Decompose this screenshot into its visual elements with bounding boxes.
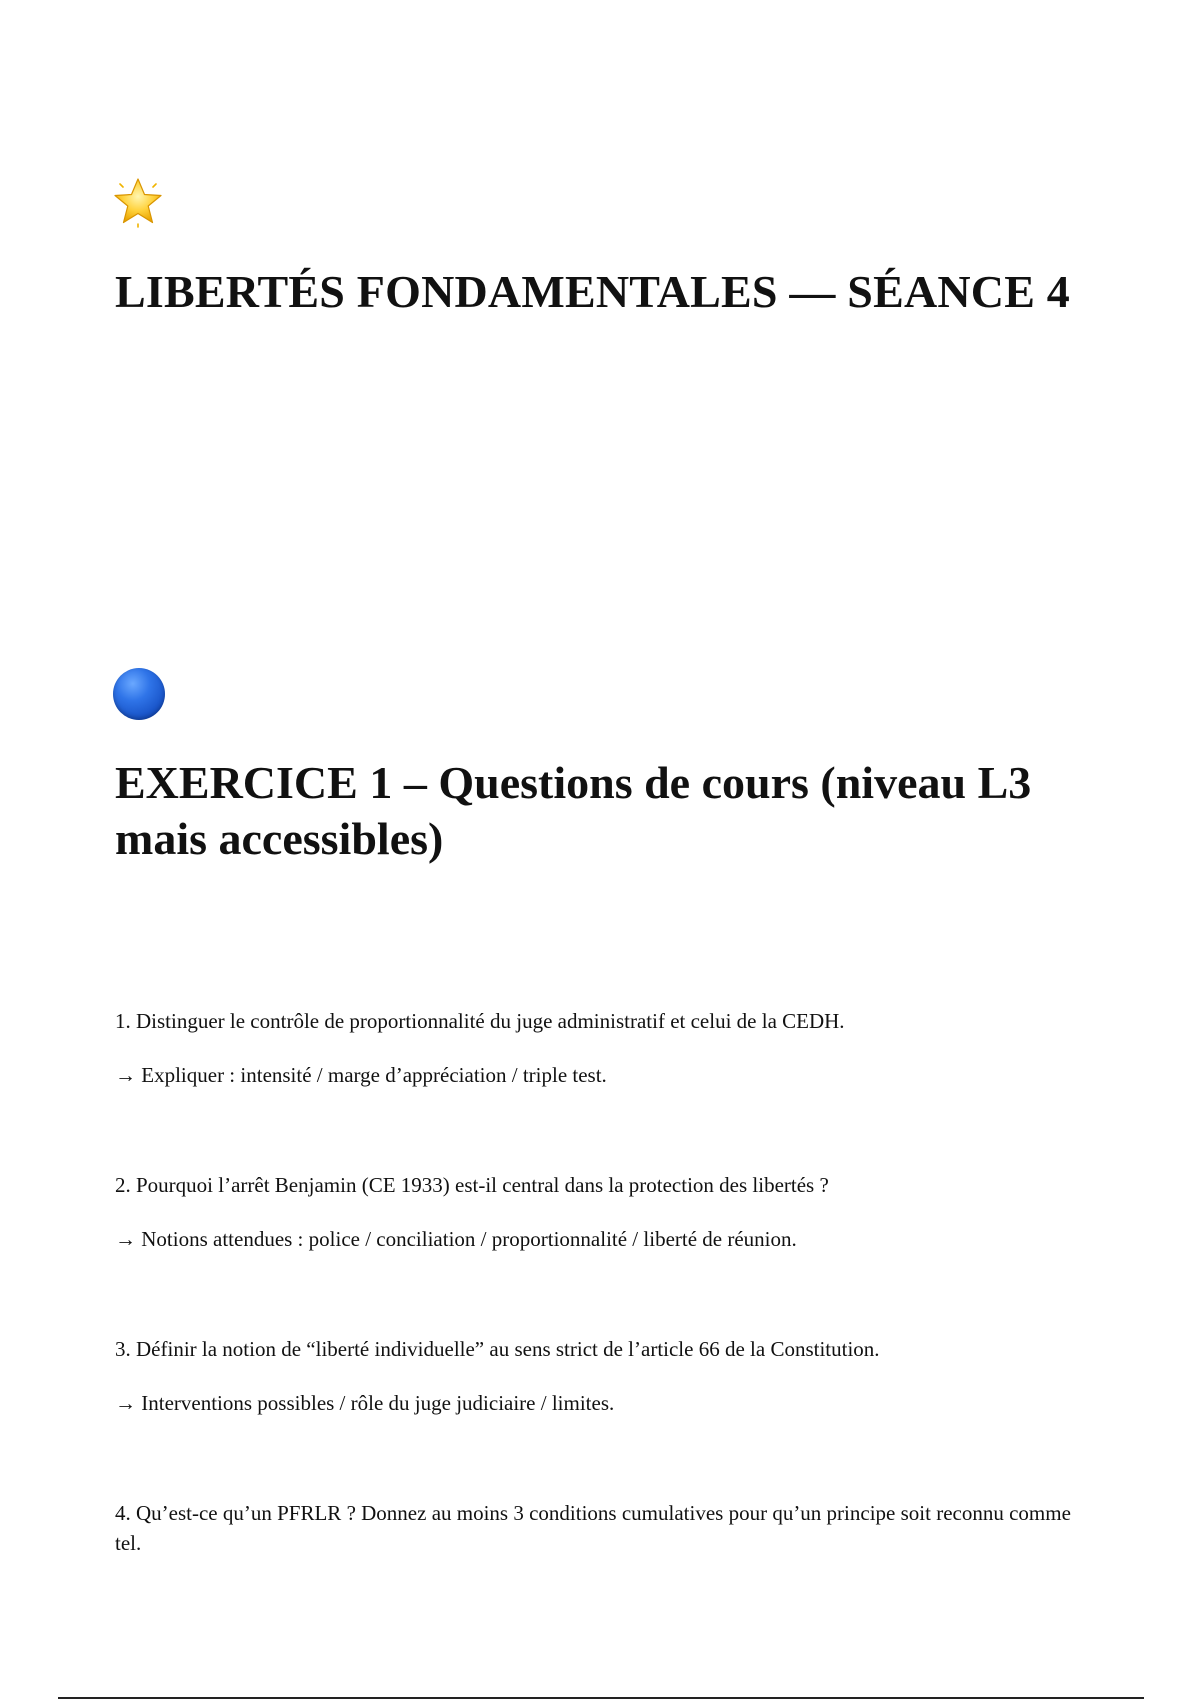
star-icon [112,176,164,228]
question-3-hint: → Interventions possibles / rôle du juge judiciaire / limites. [115,1391,615,1415]
question-2-hint: → Notions attendues : police / conciliation / proportionnalité / liberté de réunion. [115,1227,797,1251]
question-3: 3. Définir la notion de “liberté individuelle” au sens strict de l’article 66 de la Constitution. [115,1337,880,1361]
question-1-hint: → Expliquer : intensité / marge d’appréciation / triple test. [115,1063,607,1087]
question-1: 1. Distinguer le contrôle de proportionnalité du juge administratif et celui de la CEDH. [115,1009,845,1033]
question-2: 2. Pourquoi l’arrêt Benjamin (CE 1933) est-il central dans la protection des libertés ? [115,1173,829,1197]
divider [58,1697,1144,1699]
exercise-title: EXERCICE 1 – Questions de cours (niveau L3 mais accessibles) [115,757,1032,864]
page-title: LIBERTÉS FONDAMENTALES — SÉANCE 4 [115,266,1070,317]
question-4: 4. Qu’est-ce qu’un PFRLR ? Donnez au moins 3 conditions cumulatives pour qu’un principe soit reconnu comme tel. [115,1501,1071,1555]
blue-circle-icon [113,668,165,720]
